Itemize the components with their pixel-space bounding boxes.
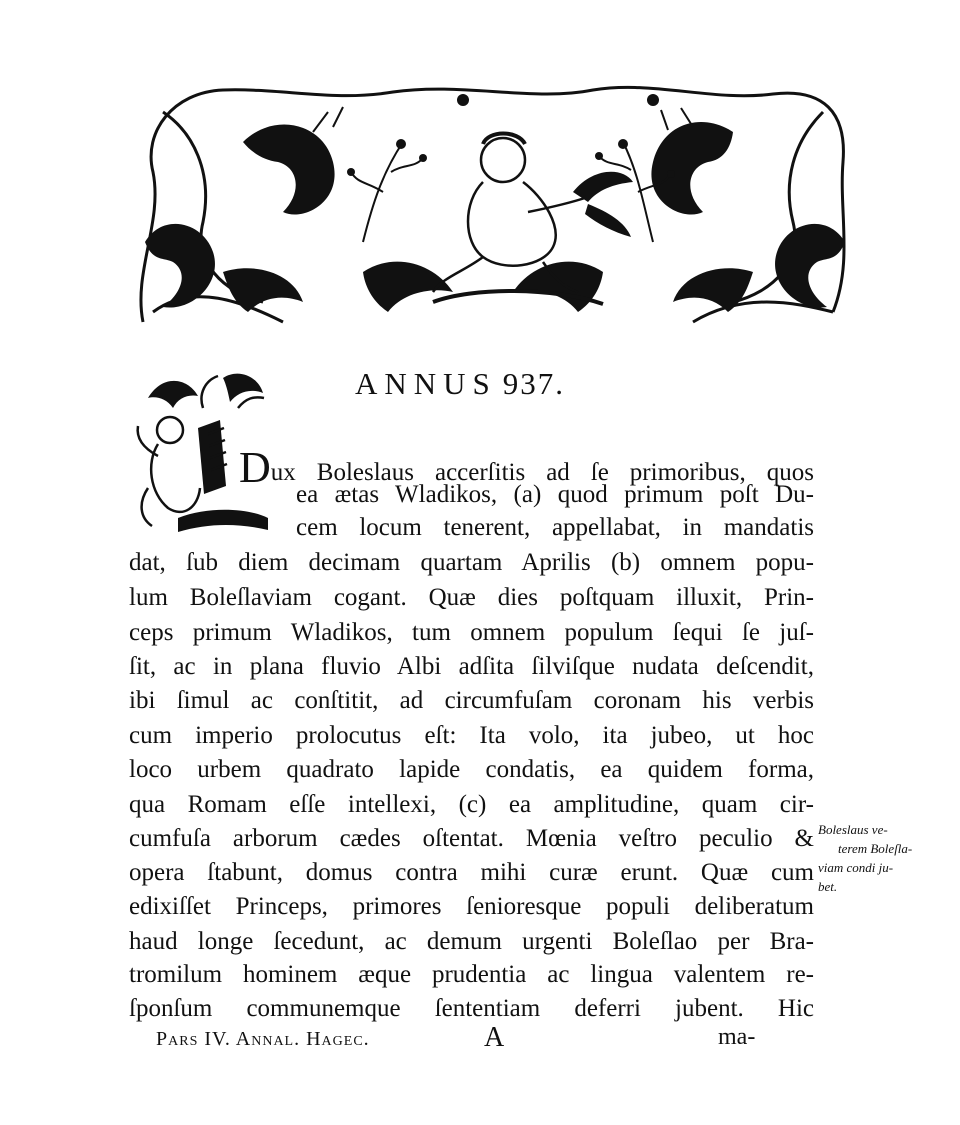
text-line-16: tromilum hominem æque prudentia ac lingua valentem re- xyxy=(129,961,814,988)
text-line-7: ſit, ac in plana fluvio Albi adſita ſilviſque nudata deſcendit, xyxy=(129,653,814,680)
sheet-mark: A xyxy=(484,1022,505,1053)
text-line-2: ea ætas Wladikos, (a) quod primum poſt Du- xyxy=(296,481,814,508)
margin-note-line-2: terem Boleſla- xyxy=(838,841,913,856)
margin-note-line-3: viam condi ju- xyxy=(818,860,894,875)
text-line-13: opera ſtabunt, domus contra mihi curæ erunt. Quæ cum xyxy=(129,859,814,886)
title-word: ANNUS xyxy=(355,366,497,401)
text-line-9: cum imperio prolocutus eſt: Ita volo, ita jubeo, ut hoc xyxy=(129,722,814,749)
signature-mark: Pars IV. Annal. Hagec. xyxy=(156,1028,370,1050)
margin-note-line-4: bet. xyxy=(818,879,838,894)
text-line-1-body: ux Boleslaus accerſitis ad ſe primoribus, quos xyxy=(270,459,814,486)
margin-note xyxy=(818,820,938,896)
page-title xyxy=(355,366,565,402)
text-line-3: cem locum tenerent, appellabat, in mandatis xyxy=(296,514,814,541)
text-line-6: ceps primum Wladikos, tum omnem populum ſequi ſe juſ- xyxy=(129,619,814,646)
headpiece-illustration xyxy=(133,72,857,334)
text-line-4: dat, ſub diem decimam quartam Aprilis (b) omnem popu- xyxy=(129,549,814,576)
text-line-10: loco urbem quadrato lapide condatis, ea quidem forma, xyxy=(129,756,814,783)
catchword: ma- xyxy=(718,1024,756,1050)
text-line-8: ibi ſimul ac conſtitit, ad circumfuſam coronam his verbis xyxy=(129,687,814,714)
drop-initial: D xyxy=(239,443,271,492)
text-line-12: cumfuſa arborum cædes oſtentat. Mœnia veſtro peculio & xyxy=(129,825,814,852)
text-line-5: lum Boleſlaviam cogant. Quæ dies poſtquam illuxit, Prin- xyxy=(129,584,814,611)
text-line-14: edixiſſet Princeps, primores ſenioresque populi deliberatum xyxy=(129,893,814,920)
text-line-15: haud longe ſecedunt, ac demum urgenti Boleſlao per Bra- xyxy=(129,928,814,955)
title-year: 937. xyxy=(502,366,566,401)
text-line-11: qua Romam eſſe intellexi, (c) ea amplitudine, quam cir- xyxy=(129,791,814,818)
ornamental-headpiece xyxy=(133,72,857,334)
margin-note-line-1: Boleslaus ve- xyxy=(818,822,888,837)
text-line-17: ſponſum communemque ſententiam deferri jubent. Hic xyxy=(129,995,814,1022)
